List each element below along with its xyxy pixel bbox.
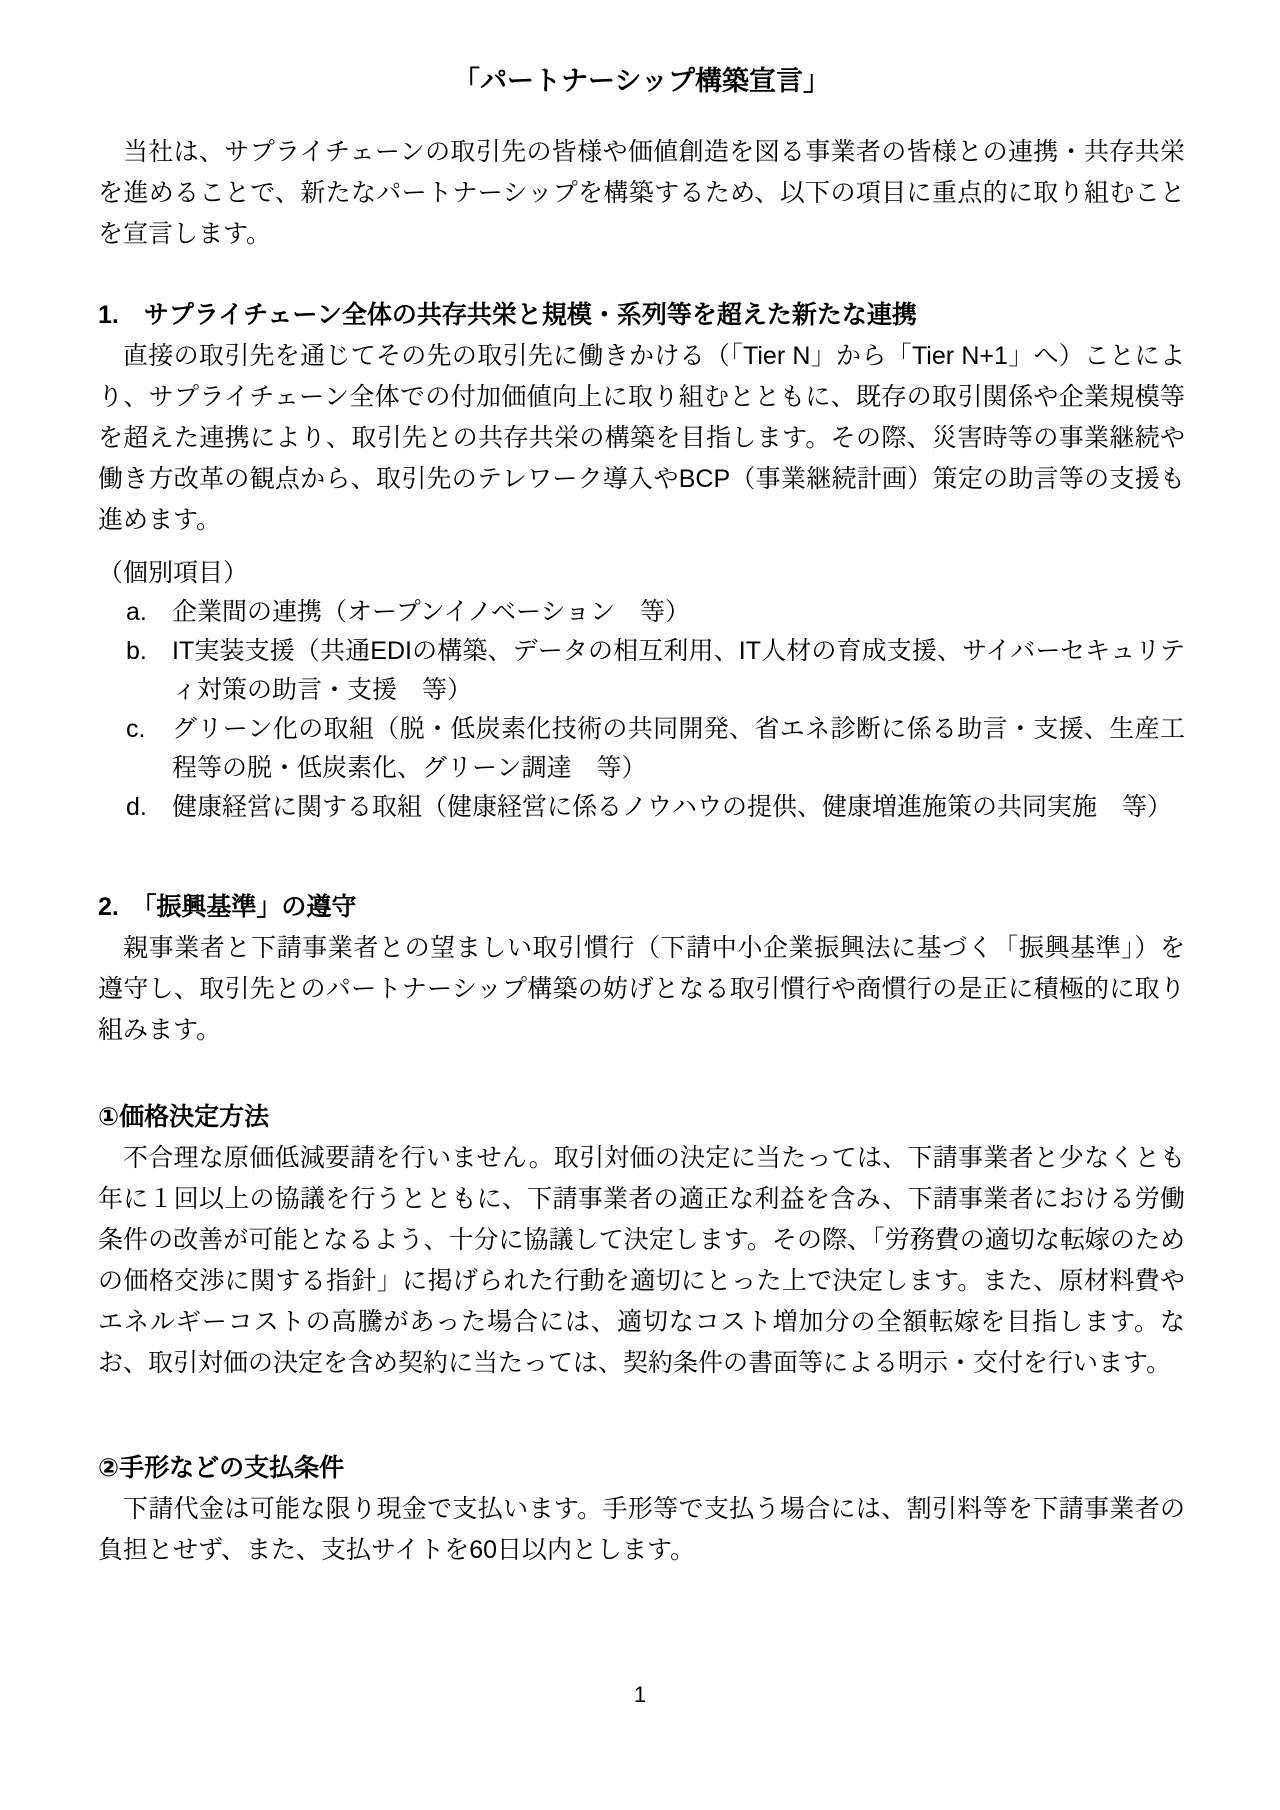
list-item-marker: a. (126, 598, 147, 626)
subsection-payment-heading: ②手形などの支払条件 (98, 1454, 345, 1482)
subsection-price-heading: ①価格決定方法 (98, 1103, 270, 1131)
list-item-text: グリーン化の取組（脱・低炭素化技術の共同開発、省エネ診断に係る助言・支援、生産工程等の脱・低炭素化、グリーン調達 等） (172, 715, 1185, 782)
list-item-text: 健康経営に関する取組（健康経営に係るノウハウの提供、健康増進施策の共同実施 等） (172, 793, 1173, 821)
section-1-body: 直接の取引先を通じてその先の取引先に働きかける（「Tier N」から「Tier N+1」へ）ことにより、サプライチェーン全体での付加価値向上に取り組むとともに、既存の取引関係や企業規模等を超えた連携により、取引先との共存共栄の構築を目指します。その際、災害時等の事業継続や働き方改革の観点から、取引先のテレワーク導入やBCP（事業継続計画）策定の助言等の支援も進めます。 (98, 342, 1185, 534)
individual-items-label: （個別項目） (98, 559, 249, 587)
list-item-text: IT実装支援（共通EDIの構築、データの相互利用、IT人材の育成支援、サイバーセキュリティ対策の助言・支援 等） (172, 637, 1185, 704)
list-item-b (126, 632, 1185, 710)
list-item-text: 企業間の連携（オープンイノベーション 等） (172, 598, 691, 626)
list-item-marker: c. (126, 715, 146, 743)
section-2-body: 親事業者と下請事業者との望ましい取引慣行（下請中小企業振興法に基づく「振興基準」）を遵守し、取引先とのパートナーシップ構築の妨げとなる取引慣行や商慣行の是正に積極的に取り組みます。 (98, 934, 1185, 1044)
section-1-heading: 1. サプライチェーン全体の共存共栄と規模・系列等を超えた新たな連携 (98, 301, 917, 329)
section-2-heading: 2. 「振興基準」の遵守 (98, 893, 357, 921)
list-item-c (126, 710, 1185, 788)
subsection-payment-body: 下請代金は可能な限り現金で支払います。手形等で支払う場合には、割引料等を下請事業者の負担とせず、また、支払サイトを60日以内とします。 (98, 1495, 1185, 1564)
page-number: 1 (633, 1682, 647, 1707)
list-item-a (126, 593, 1185, 632)
list-item-d (126, 788, 1185, 827)
subsection-price-body: 不合理な原価低減要請を行いません。取引対価の決定に当たっては、下請事業者と少なくとも年に１回以上の協議を行うとともに、下請事業者の適正な利益を含み、下請事業者における労働条件の改善が可能となるよう、十分に協議して決定します。その際、「労務費の適切な転嫁のための価格交渉に関する指針」に掲げられた行動を適切にとった上で決定します。また、原材料費やエネルギーコストの高騰があった場合には、適切なコスト増加分の全額転嫁を目指します。なお、取引対価の決定を含め契約に当たっては、契約条件の書面等による明示・交付を行います。 (98, 1144, 1185, 1377)
document-title: 「パートナーシップ構築宣言」 (453, 66, 830, 96)
individual-items-list (98, 593, 1185, 827)
list-item-marker: b. (126, 637, 147, 665)
intro-paragraph: 当社は、サプライチェーンの取引先の皆様や価値創造を図る事業者の皆様との連携・共存共栄を進めることで、新たなパートナーシップを構築するため、以下の項目に重点的に取り組むことを宣言します。 (98, 138, 1185, 248)
list-item-marker: d. (126, 793, 147, 821)
